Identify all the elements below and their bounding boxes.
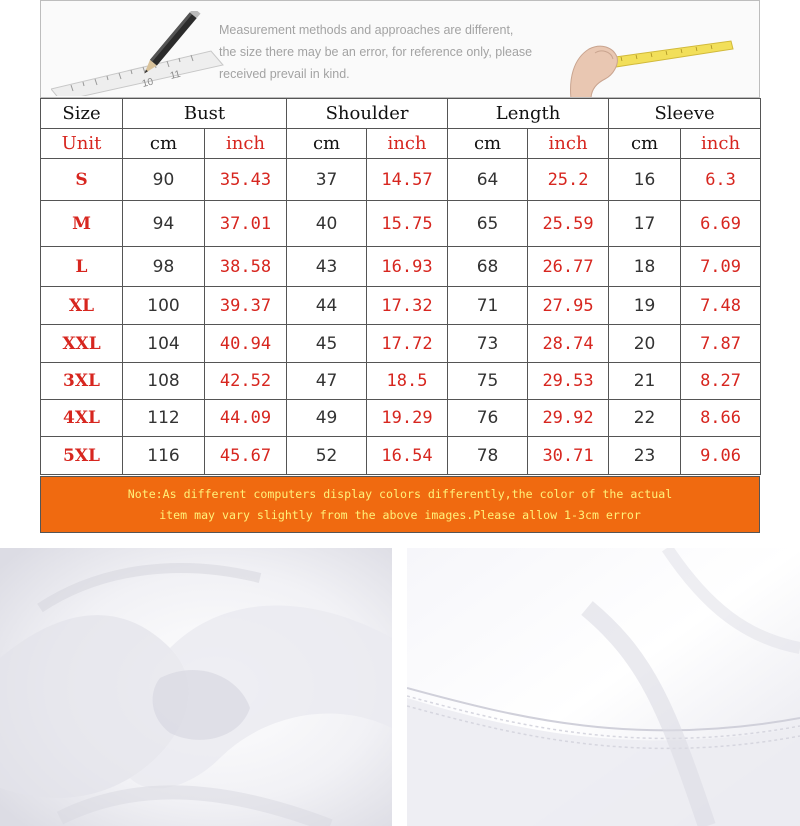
shoulder-inch-cell: 14.57 bbox=[367, 159, 448, 201]
header-sleeve: Sleeve bbox=[609, 99, 761, 129]
color-note-banner bbox=[40, 476, 760, 533]
note-line-1: Note:As different computers display colors differently,the color of the actual bbox=[127, 487, 673, 501]
disclaimer-line-3: received prevail in kind. bbox=[219, 67, 350, 81]
shoulder-cm-cell: 47 bbox=[287, 363, 367, 400]
header-row bbox=[41, 99, 761, 129]
bust-cm-cell: 98 bbox=[123, 247, 205, 287]
sleeve-inch-cell: 8.27 bbox=[681, 363, 761, 400]
size-cell: M bbox=[41, 201, 123, 247]
disclaimer-line-1: Measurement methods and approaches are different, bbox=[219, 23, 514, 37]
sleeve-cm-cell: 17 bbox=[609, 201, 681, 247]
ruler-and-pencil-icon bbox=[51, 11, 231, 96]
bust-inch-cell: 44.09 bbox=[205, 400, 287, 437]
fabric-texture-photo-left bbox=[0, 548, 392, 826]
sleeve-cm-cell: 19 bbox=[609, 287, 681, 325]
size-row bbox=[41, 400, 761, 437]
length-inch-cell: 29.53 bbox=[528, 363, 609, 400]
sleeve-inch-cell: 9.06 bbox=[681, 437, 761, 475]
sleeve-cm-cell: 22 bbox=[609, 400, 681, 437]
bust-inch-cell: 40.94 bbox=[205, 325, 287, 363]
unit-sleeve-cm: cm bbox=[609, 129, 681, 159]
size-cell: XL bbox=[41, 287, 123, 325]
shoulder-cm-cell: 44 bbox=[287, 287, 367, 325]
size-cell: L bbox=[41, 247, 123, 287]
sleeve-inch-cell: 7.09 bbox=[681, 247, 761, 287]
length-inch-cell: 25.2 bbox=[528, 159, 609, 201]
size-rows bbox=[41, 159, 761, 475]
bust-cm-cell: 94 bbox=[123, 201, 205, 247]
sleeve-inch-cell: 6.69 bbox=[681, 201, 761, 247]
size-row bbox=[41, 437, 761, 475]
bust-inch-cell: 42.52 bbox=[205, 363, 287, 400]
length-cm-cell: 75 bbox=[448, 363, 528, 400]
bust-inch-cell: 37.01 bbox=[205, 201, 287, 247]
length-cm-cell: 73 bbox=[448, 325, 528, 363]
size-row bbox=[41, 201, 761, 247]
header-bust: Bust bbox=[123, 99, 287, 129]
size-cell: 3XL bbox=[41, 363, 123, 400]
size-row bbox=[41, 159, 761, 201]
length-inch-cell: 25.59 bbox=[528, 201, 609, 247]
shoulder-inch-cell: 17.32 bbox=[367, 287, 448, 325]
sleeve-inch-cell: 8.66 bbox=[681, 400, 761, 437]
shoulder-cm-cell: 52 bbox=[287, 437, 367, 475]
bust-cm-cell: 116 bbox=[123, 437, 205, 475]
sleeve-cm-cell: 21 bbox=[609, 363, 681, 400]
note-line-2: item may vary slightly from the above images.Please allow 1-3cm error bbox=[159, 508, 641, 522]
unit-bust-cm: cm bbox=[123, 129, 205, 159]
sleeve-cm-cell: 20 bbox=[609, 325, 681, 363]
measurement-banner bbox=[40, 0, 760, 98]
size-cell: S bbox=[41, 159, 123, 201]
fabric-texture-photo-right bbox=[407, 548, 800, 826]
bust-cm-cell: 100 bbox=[123, 287, 205, 325]
unit-row bbox=[41, 129, 761, 159]
length-inch-cell: 29.92 bbox=[528, 400, 609, 437]
length-inch-cell: 28.74 bbox=[528, 325, 609, 363]
size-row bbox=[41, 287, 761, 325]
unit-shoulder-cm: cm bbox=[287, 129, 367, 159]
size-row bbox=[41, 363, 761, 400]
shoulder-inch-cell: 15.75 bbox=[367, 201, 448, 247]
disclaimer-line-2: the size there may be an error, for reference only, please bbox=[219, 45, 533, 59]
hand-with-tape-measure-icon bbox=[561, 19, 736, 98]
header-shoulder: Shoulder bbox=[287, 99, 448, 129]
length-cm-cell: 78 bbox=[448, 437, 528, 475]
shoulder-inch-cell: 16.93 bbox=[367, 247, 448, 287]
length-cm-cell: 64 bbox=[448, 159, 528, 201]
measurement-disclaimer bbox=[219, 19, 579, 85]
unit-length-inch: inch bbox=[528, 129, 609, 159]
shoulder-cm-cell: 37 bbox=[287, 159, 367, 201]
sleeve-cm-cell: 23 bbox=[609, 437, 681, 475]
shoulder-inch-cell: 18.5 bbox=[367, 363, 448, 400]
unit-label: Unit bbox=[41, 129, 123, 159]
sleeve-cm-cell: 18 bbox=[609, 247, 681, 287]
length-cm-cell: 76 bbox=[448, 400, 528, 437]
bust-inch-cell: 35.43 bbox=[205, 159, 287, 201]
length-cm-cell: 71 bbox=[448, 287, 528, 325]
bust-inch-cell: 38.58 bbox=[205, 247, 287, 287]
header-size: Size bbox=[41, 99, 123, 129]
size-cell: 5XL bbox=[41, 437, 123, 475]
length-inch-cell: 30.71 bbox=[528, 437, 609, 475]
sleeve-inch-cell: 7.87 bbox=[681, 325, 761, 363]
size-chart-table bbox=[40, 98, 761, 475]
unit-length-cm: cm bbox=[448, 129, 528, 159]
length-inch-cell: 26.77 bbox=[528, 247, 609, 287]
folded-fabric-image bbox=[0, 548, 392, 826]
unit-shoulder-inch: inch bbox=[367, 129, 448, 159]
shoulder-inch-cell: 16.54 bbox=[367, 437, 448, 475]
size-row bbox=[41, 325, 761, 363]
length-inch-cell: 27.95 bbox=[528, 287, 609, 325]
size-cell: 4XL bbox=[41, 400, 123, 437]
shoulder-inch-cell: 19.29 bbox=[367, 400, 448, 437]
bust-cm-cell: 108 bbox=[123, 363, 205, 400]
size-row bbox=[41, 247, 761, 287]
length-cm-cell: 65 bbox=[448, 201, 528, 247]
size-cell: XXL bbox=[41, 325, 123, 363]
sleeve-inch-cell: 6.3 bbox=[681, 159, 761, 201]
ruler-mark-11: 11 bbox=[169, 68, 182, 82]
unit-bust-inch: inch bbox=[205, 129, 287, 159]
bust-cm-cell: 104 bbox=[123, 325, 205, 363]
header-length: Length bbox=[448, 99, 609, 129]
sleeve-inch-cell: 7.48 bbox=[681, 287, 761, 325]
bust-cm-cell: 112 bbox=[123, 400, 205, 437]
shoulder-cm-cell: 45 bbox=[287, 325, 367, 363]
ruler-mark-10: 10 bbox=[141, 76, 155, 90]
shoulder-cm-cell: 49 bbox=[287, 400, 367, 437]
shoulder-inch-cell: 17.72 bbox=[367, 325, 448, 363]
unit-sleeve-inch: inch bbox=[681, 129, 761, 159]
length-cm-cell: 68 bbox=[448, 247, 528, 287]
shoulder-cm-cell: 40 bbox=[287, 201, 367, 247]
bust-inch-cell: 45.67 bbox=[205, 437, 287, 475]
bust-inch-cell: 39.37 bbox=[205, 287, 287, 325]
bust-cm-cell: 90 bbox=[123, 159, 205, 201]
shoulder-cm-cell: 43 bbox=[287, 247, 367, 287]
sleeve-cm-cell: 16 bbox=[609, 159, 681, 201]
tshirt-hem-image bbox=[407, 548, 800, 826]
